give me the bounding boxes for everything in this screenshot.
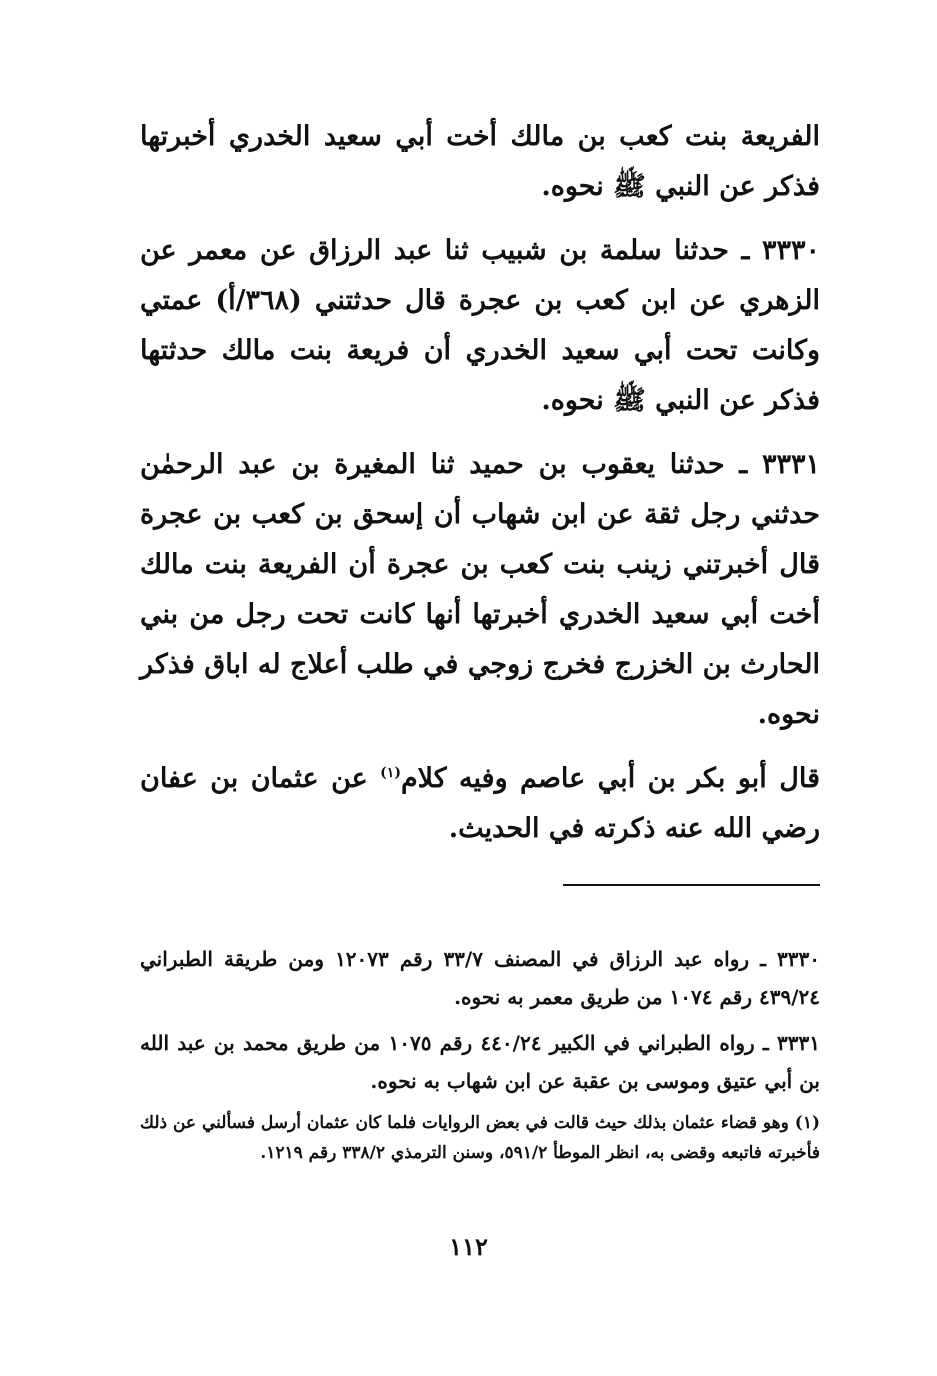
note-3331: ٣٣٣١ ـ رواه الطبراني في الكبير ٤٤٠/٢٤ رقم ١٠٧٥ من طريق محمد بن عبد الله بن أبي عتيق وموسى بن عقبة عن ابن شهاب به نحوه. [140, 1031, 820, 1093]
hadith-3330: ٣٣٣٠ ـ حدثنا سلمة بن شبيب ثنا عبد الرزاق عن معمر عن الزهري عن ابن كعب بن عجرة قال حدثتني (٣٦٨/أ) عمتي وكانت تحت أبي سعيد الخدري أن فريعة بنت مالك حدثتها فذكر عن النبي ﷺ نحوه. [140, 235, 820, 416]
footnote-divider [563, 884, 820, 886]
paragraph-continuation: الفريعة بنت كعب بن مالك أخت أبي سعيد الخدري أخبرتها فذكر عن النبي ﷺ نحوه. [140, 121, 820, 202]
author-remark-text: قال أبو بكر بن أبي عاصم وفيه كلام [400, 763, 820, 794]
page-number: ١١٢ [449, 1232, 488, 1261]
note-3330: ٣٣٣٠ ـ رواه عبد الرزاق في المصنف ٣٣/٧ رقم ١٢٠٧٣ ومن طريقة الطبراني ٤٣٩/٢٤ رقم ١٠٧٤ من طريق معمر به نحوه. [140, 947, 820, 1009]
author-remark-text-end: عن عثمان بن عفان رضي الله عنه ذكرته في الحديث. [140, 763, 820, 844]
main-text [140, 112, 820, 868]
author-remark [140, 754, 820, 854]
footnote-ref-1[interactable]: (١) [380, 765, 401, 781]
footnotes [140, 940, 820, 1176]
footnote-1: (١) وهو قضاء عثمان بذلك حيث قالت في بعض الروايات فلما كان عثمان أرسل فسألني عن ذلك فأخبرته فاتبعه وقضى به، انظر الموطأ ٥٩١/٢، وسنن الترمذي ٣٣٨/٢ رقم ١٢١٩. [140, 1113, 820, 1163]
hadith-3331: ٣٣٣١ ـ حدثنا يعقوب بن حميد ثنا المغيرة بن عبد الرحمٰن حدثني رجل ثقة عن ابن شهاب أن إسحق بن كعب بن عجرة قال أخبرتني زينب بنت كعب بن عجرة أن الفريعة بنت مالك أخت أبي سعيد الخدري أخبرتها أنها كانت تحت رجل من بني الحارث بن الخزرج فخرج زوجي في طلب أعلاج له اباق فذكر نحوه. [140, 449, 820, 730]
